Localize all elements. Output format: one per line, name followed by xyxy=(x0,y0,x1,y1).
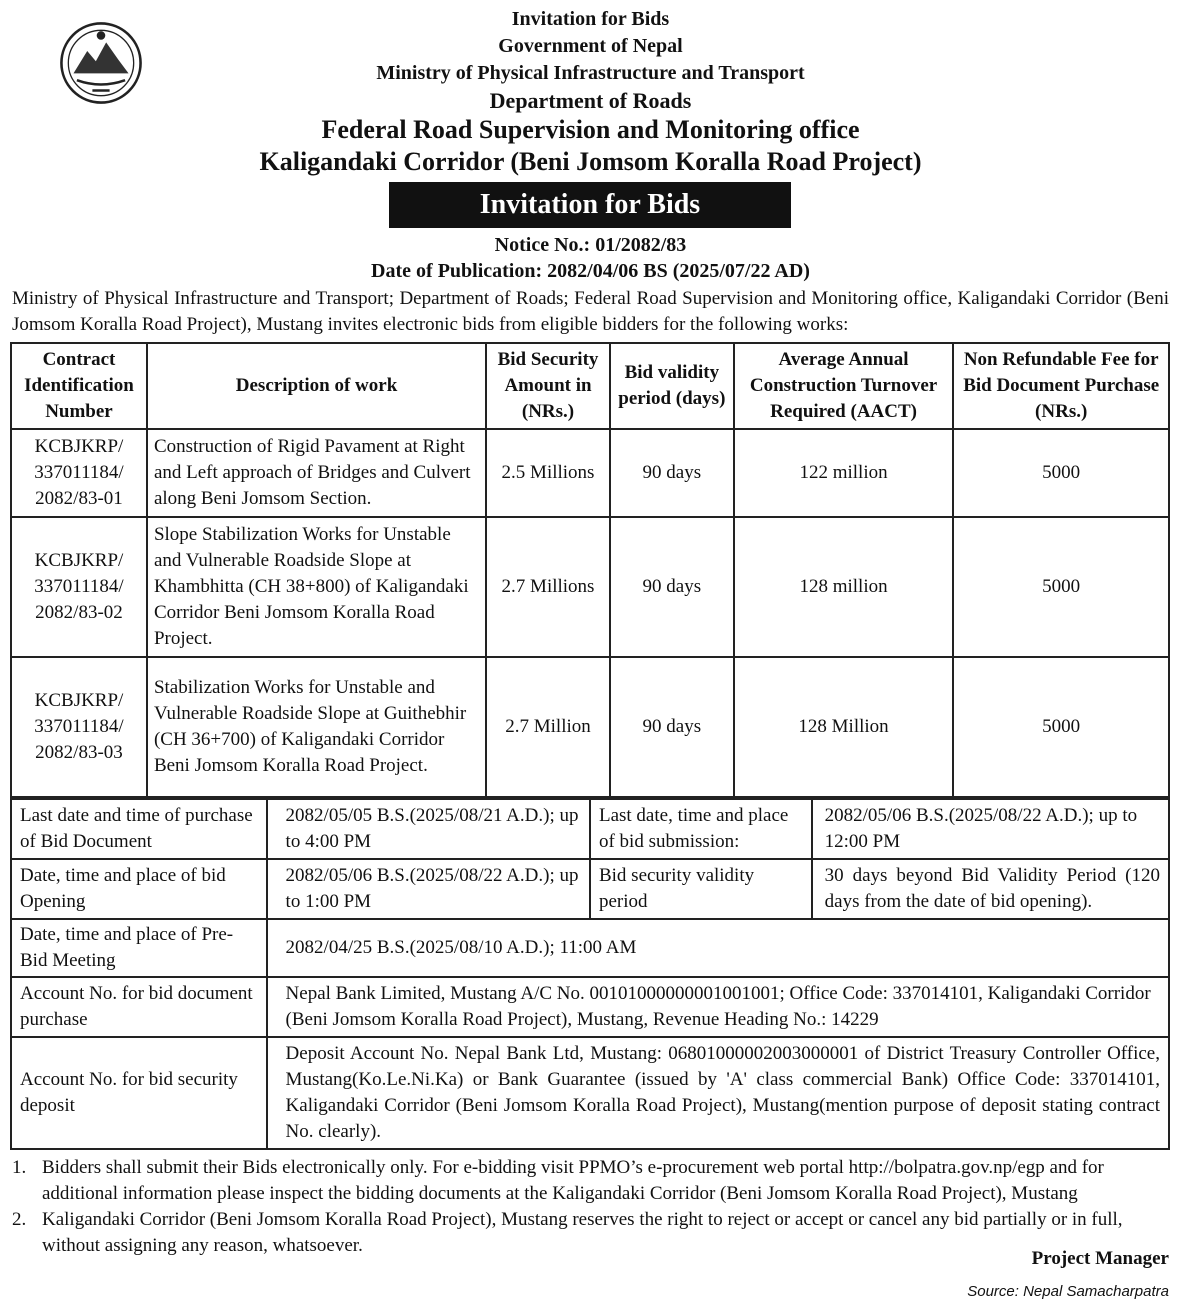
header-government: Government of Nepal xyxy=(498,35,683,57)
account-purchase-label: Account No. for bid document purchase xyxy=(11,977,267,1037)
notice-block xyxy=(0,232,1181,284)
contract-id-cell: KCBJKRP/ 337011184/ 2082/83-02 xyxy=(11,517,147,657)
source-credit: Source: Nepal Samacharpatra xyxy=(967,1283,1169,1300)
list-item xyxy=(12,1155,1172,1207)
validity-cell: 90 days xyxy=(610,517,734,657)
schedule-table xyxy=(10,798,1170,1150)
aact-cell: 128 Million xyxy=(734,657,954,797)
prebid-value: 2082/04/25 B.S.(2025/08/10 A.D.); 11:00 AM xyxy=(267,919,1169,977)
bid-security-cell: 2.7 Million xyxy=(486,657,610,797)
header-validity: Bid validity period (days) xyxy=(610,343,734,429)
bid-security-cell: 2.7 Millions xyxy=(486,517,610,657)
header-title: Invitation for Bids xyxy=(511,8,670,30)
prebid-label: Date, time and place of Pre-Bid Meeting xyxy=(11,919,267,977)
header-bid-security: Bid Security Amount in (NRs.) xyxy=(486,343,610,429)
bids-table xyxy=(10,342,1170,798)
signature: Project Manager xyxy=(1031,1248,1169,1269)
header-contract-id: Contract Identification Number xyxy=(11,343,147,429)
description-cell: Construction of Rigid Pavament at Right and Left approach of Bridges and Culvert along Beni Jomsom Section. xyxy=(147,429,486,517)
account-security-label: Account No. for bid security deposit xyxy=(11,1037,267,1149)
schedule-row xyxy=(11,799,1169,859)
header-aact: Average Annual Construction Turnover Required (AACT) xyxy=(734,343,954,429)
submission-label: Last date, time and place of bid submission: xyxy=(590,799,812,859)
submission-value: 2082/05/06 B.S.(2025/08/22 A.D.); up to 12:00 PM xyxy=(812,799,1169,859)
table-row xyxy=(11,517,1169,657)
aact-cell: 128 million xyxy=(734,517,954,657)
header-fee: Non Refundable Fee for Bid Document Purchase (NRs.) xyxy=(953,343,1169,429)
opening-value: 2082/05/06 B.S.(2025/08/22 A.D.); up to 1:00 PM xyxy=(267,859,590,919)
contract-id-cell: KCBJKRP/ 337011184/ 2082/83-03 xyxy=(11,657,147,797)
note-text: Bidders shall submit their Bids electronically only. For e-bidding visit PPMO’s e-procurement web portal http://bolpatra.gov.np/egp and for additional information please inspect the bidding documents at the Kaligandaki Corridor (Beni Jomsom Koralla Road Project), Mustang xyxy=(42,1157,1104,1204)
bid-security-cell: 2.5 Millions xyxy=(486,429,610,517)
aact-cell: 122 million xyxy=(734,429,954,517)
schedule-row xyxy=(11,859,1169,919)
table-row xyxy=(11,657,1169,797)
note-text: Kaligandaki Corridor (Beni Jomsom Koralla Road Project), Mustang reserves the right to reject or accept or cancel any bid partially or in full, without assigning any reason, whatsoever. xyxy=(42,1209,1123,1256)
account-purchase-value: Nepal Bank Limited, Mustang A/C No. 00101000000001001001; Office Code: 337014101, Kaligandaki Corridor (Beni Jomsom Koralla Road Project), Mustang, Revenue Heading No.: 14229 xyxy=(267,977,1169,1037)
fee-cell: 5000 xyxy=(953,657,1169,797)
list-item xyxy=(12,1207,1172,1259)
fee-cell: 5000 xyxy=(953,429,1169,517)
intro-paragraph: Ministry of Physical Infrastructure and Transport; Department of Roads; Federal Road Supervision and Monitoring office, Kaligandaki Corridor (Beni Jomsom Koralla Road Project), Mustang invites electronic bids from eligible bidders for the following works: xyxy=(12,288,1169,335)
security-validity-value: 30 days beyond Bid Validity Period (120 days from the date of bid opening). xyxy=(812,859,1169,919)
purchase-value: 2082/05/05 B.S.(2025/08/21 A.D.); up to 4:00 PM xyxy=(267,799,590,859)
opening-label: Date, time and place of bid Opening xyxy=(11,859,267,919)
security-validity-label: Bid security validity period xyxy=(590,859,812,919)
table-header-row xyxy=(11,343,1169,429)
notes-list xyxy=(12,1155,1172,1259)
header-department: Department of Roads xyxy=(489,88,692,113)
notice-header xyxy=(0,6,1181,178)
publication-date: Date of Publication: 2082/04/06 BS (2025/07/22 AD) xyxy=(371,260,810,282)
schedule-row xyxy=(11,1037,1169,1149)
note-number: 2. xyxy=(12,1209,27,1230)
schedule-row xyxy=(11,919,1169,977)
invitation-banner: Invitation for Bids xyxy=(389,182,791,228)
header-project: Kaligandaki Corridor (Beni Jomsom Koralla Road Project) xyxy=(259,147,922,176)
validity-cell: 90 days xyxy=(610,429,734,517)
notice-number: Notice No.: 01/2082/83 xyxy=(494,234,687,256)
account-security-value: Deposit Account No. Nepal Bank Ltd, Mustang: 06801000002003000001 of District Treasury Controller Office, Mustang(Ko.Le.Ni.Ka) or Bank Guarantee (issued by 'A' class commercial Bank) Office Code: 337014101, Kaligandaki Corridor (Beni Jomsom Koralla Road Project), Mustang(mention purpose of deposit stating contract No. clearly). xyxy=(267,1037,1169,1149)
table-row xyxy=(11,429,1169,517)
contract-id-cell: KCBJKRP/ 337011184/ 2082/83-01 xyxy=(11,429,147,517)
note-number: 1. xyxy=(12,1157,27,1178)
purchase-label: Last date and time of purchase of Bid Document xyxy=(11,799,267,859)
validity-cell: 90 days xyxy=(610,657,734,797)
header-description: Description of work xyxy=(147,343,486,429)
fee-cell: 5000 xyxy=(953,517,1169,657)
header-office: Federal Road Supervision and Monitoring office xyxy=(321,115,860,144)
schedule-row xyxy=(11,977,1169,1037)
description-cell: Slope Stabilization Works for Unstable and Vulnerable Roadside Slope at Khambhitta (CH 38+800) of Kaligandaki Corridor Beni Jomsom Koralla Road Project. xyxy=(147,517,486,657)
header-ministry: Ministry of Physical Infrastructure and Transport xyxy=(376,62,805,84)
description-cell: Stabilization Works for Unstable and Vulnerable Roadside Slope at Guithebhir (CH 36+700) of Kaligandaki Corridor Beni Jomsom Koralla Road Project. xyxy=(147,657,486,797)
